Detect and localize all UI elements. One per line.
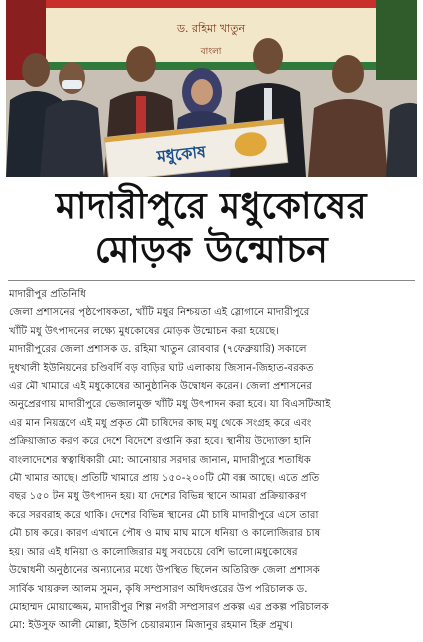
event-banner: [46, 0, 376, 70]
photo-illustration: [6, 0, 417, 177]
article-line: করে সরবরাহ করে থাকি। দেশের বিভিন্ন স্থানের মৌ চাষি মাদারীপুরে এসে তারা: [9, 509, 319, 521]
article-line: মোহাম্মদ মোয়াজ্জেম, মাদারীপুর শিল্প নগরী সম্প্রসারণ প্রকল্প এর প্রকল্প পরিচালক: [9, 601, 329, 613]
banner-text-2: বাংলা: [200, 47, 222, 57]
article-body: [9, 286, 415, 636]
article-line: মৌ খামার আছে। প্রতিটি খামারে প্রায় ১৫০-২০০টি মৌ বক্স আছে। এতে প্রতি: [9, 473, 320, 485]
article-line: খাঁটি মধু উৎপাদনের লক্ষ্যে মুধকোষের মোড়ক উন্মোচন করা হয়েছে।: [9, 325, 279, 337]
headline: [6, 181, 417, 277]
article-line: বছর ১৫০ টন মধু উৎপাদন হয়। যা দেশের বিভিন্ন স্থানে আমরা প্রক্রিয়াকরণ: [9, 491, 307, 503]
article-line: হয়। আর এই ধনিয়া ও কালোজিরার মধু সবচেয়ে বেশি ভালো।মধুকোষের: [9, 546, 298, 558]
article-line: এর মৌ খামারে এই মধুকোষের আনুষ্ঠানিক উদ্বোধন করেন। জেলা প্রশাসনের: [9, 381, 313, 393]
banner-text-1: ড. রহিমা খাতুন: [176, 22, 246, 35]
headline-line-2: মোড়ক উন্মোচন: [94, 230, 329, 271]
article-line: মো: ইউসুফ আলী মোল্লা, ইউপি চেয়ারম্যান মিজানুর রহমান হিরু প্রমুখ।: [9, 620, 293, 632]
article-line: মাদারীপুরের জেলা প্রশাসক ড. রহিমা খাতুন রোববার (৭ফেব্রুয়ারি) সকালে: [9, 344, 307, 356]
article-line: মৌ চাষ করে। কারণ এখানে পৌষ ও মাঘ মাঘ মাসে ধনিয়া ও কালোজিরার চাষ: [9, 528, 321, 540]
news-photo: [6, 0, 417, 177]
person-far-right: [386, 103, 417, 177]
article-line: এর মান নিয়ন্ত্রণে এই মধু প্রকৃত মৌ চাষিদের কাছ মধু থেকে সংগ্রহ করে এবং: [9, 417, 312, 429]
article-line: অনুপ্রেরণায় মাদারীপুরে ভেজালমুক্ত খাঁটি মধু উৎপাদন করা হবে। যা বিএসটিআই: [9, 399, 331, 411]
article-line: প্রক্রিয়াজাত করণ করে দেশে বিদেশে রপ্তানি করা হবে। স্থানীয় উদ্যোক্তা হানি: [9, 436, 312, 448]
article-line: উদ্বোধনী অনুষ্ঠানের অন্যান্যের মধ্যে উপস্থিত ছিলেন অতিরিক্ত জেলা প্রশাসক: [9, 565, 320, 577]
article-line: দুধখালী ইউনিয়নের চণ্ডিবর্দি বড় বাড়ির ঘাট এলাকায় জিসান-জিহাত-বরকত: [9, 362, 314, 374]
article-line: সার্বিক খায়রুল আলম সুমন, কৃষি সম্প্রসারণ অধিদপ্তরের উপ পরিচালক ড.: [9, 583, 308, 595]
article-line: জেলা প্রশাসনের পৃষ্ঠপোষকতা, খাঁটি মধুর নিশ্চয়তা এই স্লোগানে মাদারীপুরে: [9, 307, 310, 319]
headline-line-1: মাদারীপুরে মধুকোষের: [56, 186, 367, 227]
byline: মাদারীপুর প্রতিনিধি: [9, 289, 86, 300]
divider: [8, 280, 415, 281]
product-label: মধুকোষ: [156, 142, 207, 167]
article-line: বাংলাদেশের স্বত্বাধিকারী মো: আনোয়ার সরদার জানান, মাদারীপুরে শতাধিক: [9, 454, 311, 466]
